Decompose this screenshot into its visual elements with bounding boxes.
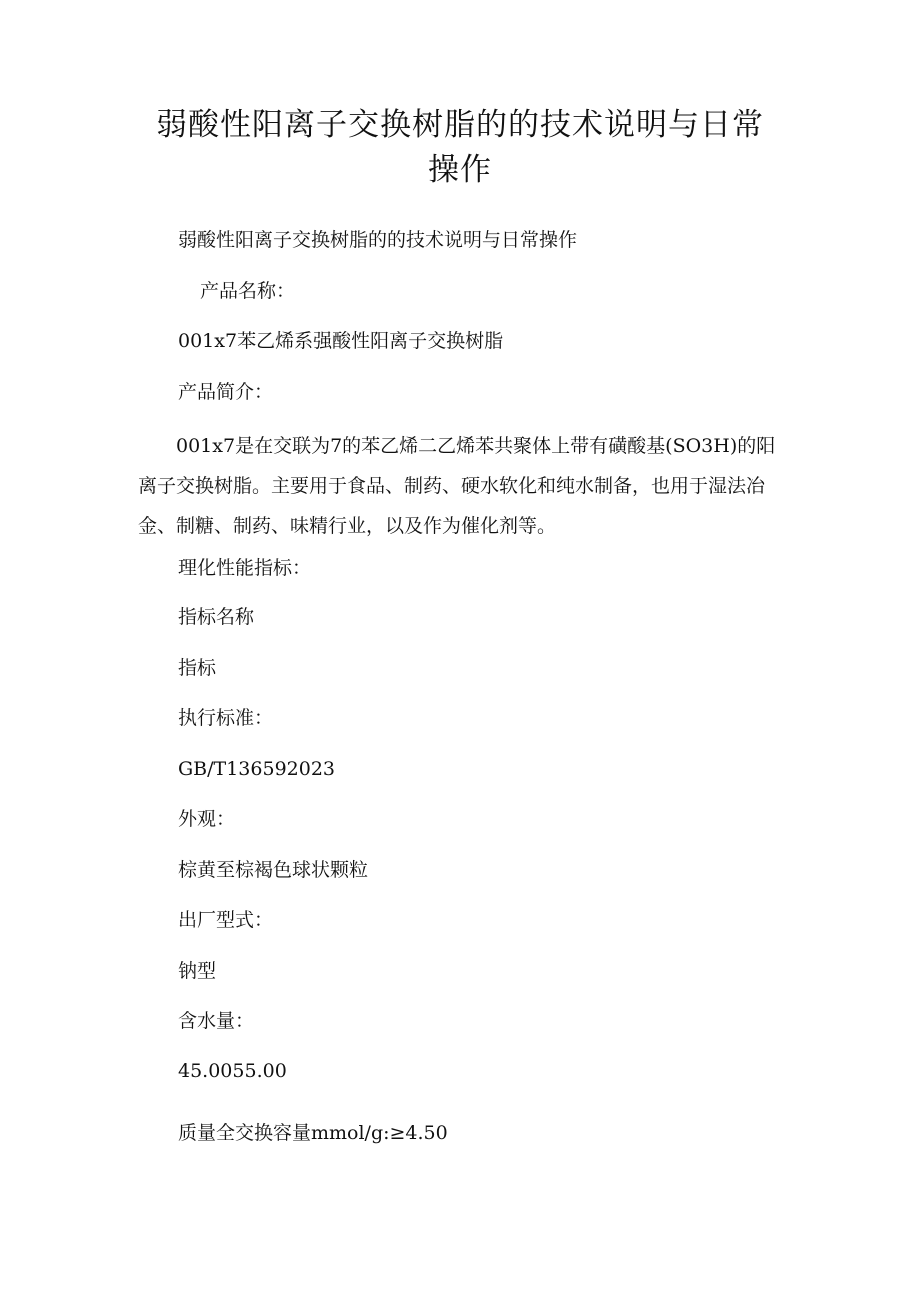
intro-label: 产品简介：	[178, 381, 274, 403]
standard-label: 执行标准：	[178, 707, 274, 729]
appearance-value: 棕黄至棕褐色球状颗粒	[178, 859, 369, 881]
product-name-label: 产品名称：	[200, 280, 296, 302]
factory-type-label: 出厂型式：	[178, 909, 274, 931]
specs-label: 理化性能指标：	[178, 557, 312, 579]
intro-line-1: 001x7是在交联为7的苯乙烯二乙烯苯共聚体上带有磺酸基(SO3H)的阳	[176, 435, 776, 457]
appearance-label: 外观：	[178, 808, 236, 830]
document-title	[0, 103, 920, 193]
title-line-1: 弱酸性阳离子交换树脂的的技术说明与日常	[156, 107, 764, 143]
water-content-label: 含水量：	[178, 1010, 255, 1032]
intro-line-3: 金、制糖、制药、味精行业，以及作为催化剂等。	[138, 515, 557, 537]
intro-line-2: 离子交换树脂。主要用于食品、制药、硬水软化和纯水制备，也用于湿法冶	[138, 475, 766, 497]
intro-paragraph	[138, 426, 788, 546]
indicator-label: 指标	[178, 657, 217, 679]
title-line-2: 操作	[428, 152, 492, 188]
product-name-value: 001x7苯乙烯系强酸性阳离子交换树脂	[178, 330, 504, 352]
exchange-capacity: 质量全交换容量mmol/g:≥4.50	[178, 1122, 448, 1144]
standard-value: GB/T136592023	[178, 758, 336, 780]
subtitle: 弱酸性阳离子交换树脂的的技术说明与日常操作	[178, 229, 578, 251]
factory-type-value: 钠型	[178, 960, 217, 982]
water-content-value: 45.0055.00	[178, 1060, 287, 1082]
indicator-name-label: 指标名称	[178, 606, 255, 628]
